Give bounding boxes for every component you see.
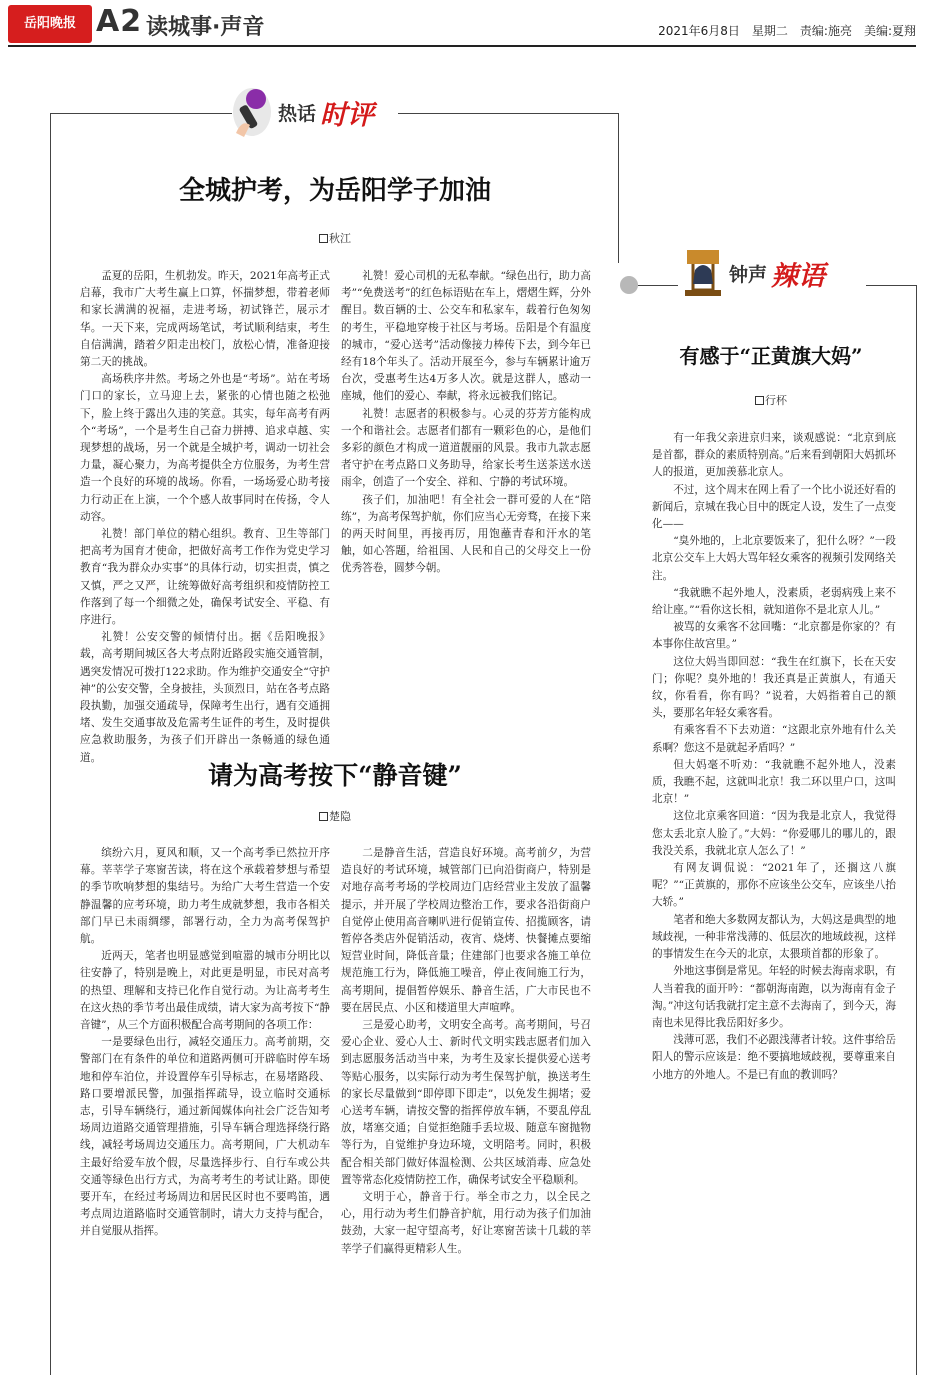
article-2-paragraph: 二是静音生活，营造良好环境。高考前夕，为营造良好的考试环境，城管部门已向沿街商户，特别是对地存高考考场的学校周边门店经营业主发放了温馨提示，并开展了学校周边整治工作，要求各沿街商户自觉停止使用高音喇叭进行促销宣传、招揽顾客，请暂停各类店外促销活动，夜宵、烧烤、快餐摊点要缩短营业时间，降低音量；住建部门也要求各施工单位规范施工行为，降低施工噪音，停止夜间施工行为，高考期间，提倡暂停娱乐、静音生活，广大市民也不要在居民点、小区和楼道里大声喧哗。 <box>341 847 591 1014</box>
badge-word-2: 辣语 <box>771 260 826 292</box>
article-1-column-1 <box>80 268 330 764</box>
article-3-paragraph: 外地这事倒是常见。年轻的时候去海南求职，有人当着我的面开吟：“都朝海南跑，以为海南有金子淘。”冲这句话我就打定主意不去海南了，到今天，海南也未见得比我岳阳好多少。 <box>652 965 896 1029</box>
article-3-paragraph: 有网友调侃说：“2021年了，还搁这八旗呢？”“正黄旗的，那你不应该坐公交车，应该坐八抬大轿。” <box>652 862 896 909</box>
article-3-paragraph: 有一年我父亲进京归来，谈观感说：“北京到底是首都，群众的素质特别高。”后来看到朝阳大妈抓坏人的报道，更加羡慕北京人。 <box>652 432 896 479</box>
article-1-paragraph: 礼赞！部门单位的精心组织。教育、卫生等部门把高考为国育才使命，把做好高考工作作为党史学习教育“我为群众办实事”的具体行动，切实担责，慎之又慎，严之又严，让统筹做好高考组织和疫情防控工作落到了每一个细微之处，确保考试安全、平稳、有序进行。 <box>80 528 330 627</box>
article-1-paragraph: 礼赞！爱心司机的无私奉献。“绿色出行，助力高考”“免费送考”的红色标语贴在车上，熠熠生辉，分外醒目。数百辆的士、公交车和私家车，载着行色匆匆的考生，平稳地穿梭于社区与考场。岳阳是个有温度的城市，“爱心送考”活动像接力棒传下去，到今年已经有18个年头了。活动开展至今，参与车辆累计逾万台次，受惠考生达4万多人次。就是这群人，感动一座城，他们的爱心、奉献，将永远被我们铭记。 <box>341 270 591 403</box>
article-3-author: 行杯 <box>765 394 787 407</box>
article-2-paragraph: 文明于心，静音于行。举全市之力，以全民之心，用行动为考生们静音护航，用行动为孩子们加油鼓劲，大家一起守望高考，好让寒窗苦读十几载的莘莘学子们赢得更精彩人生。 <box>341 1191 591 1255</box>
article-2-author: 楚隐 <box>329 810 351 823</box>
frame-line-left <box>50 113 51 1375</box>
article-1-paragraph: 孟夏的岳阳，生机勃发。昨天，2021年高考正式启幕，我市广大考生赢上口算，怀揣梦想，带着老师和家长满满的祝福，走进考场，初试锋芒，展示才华。一天下来，完成两场笔试，考试顺利结束，考生自信满满，踏着夕阳走出校门，放松心情，准备迎接第二天的挑战。 <box>80 270 330 369</box>
article-3-title: 有感于“正黄旗大妈” <box>679 344 863 368</box>
article-2-paragraph: 一是要绿色出行，减轻交通压力。高考前期，交警部门在有条件的单位和道路两侧可开辟临时停车场地和停车泊位，并设置停车引导标志，在易堵路段、路口要增派民警，加强指挥疏导，设立临时交通标志，引导车辆绕行，通过新闻媒体向社会广泛告知考场周边道路交通管理措施，引导车辆合理选择绕行路线，减轻考场周边交通压力。高考期间，广大机动车主最好给爱车放个假，尽量选择步行、自行车或公共交通等绿色出行方式，为高考考生的考试让路。即使要开车，在经过考场周边和居民区时也不要鸣笛，遇考点周边道路临时交通管制时，请大力支持与配合，并自觉服从指挥。 <box>80 1036 330 1238</box>
microphone-icon <box>232 85 272 139</box>
article-2-column-1 <box>80 845 330 1375</box>
article-3-paragraph: 这位北京乘客回道：“因为我是北京人，我觉得您太丢北京人脸了。”大妈：“你爱哪儿的哪儿的，跟我没关系，我就北京人怎么了！” <box>652 810 896 857</box>
article-3-paragraph: 这位大妈当即回怼：“我生在红旗下，长在天安门；你呢？臭外地的！我还真是正黄旗人，有通天纹，你看看，你有吗？”说着，大妈指着自己的额头，要那名年轻女乘客看。 <box>652 655 896 720</box>
article-2-paragraph: 三是爱心助考，文明安全高考。高考期间，号召爱心企业、爱心人士、新时代文明实践志愿者们加入到志愿服务活动当中来，为考生及家长提供爱心送考等贴心服务，以实际行动为考生保驾护航，换送考生的家长尽量做到“即停即下即走”，以免发生拥堵；爱心送考车辆，请按交警的指挥停放车辆，不要乱停乱放，堵塞交通；自觉拒绝随手丢垃圾、随意车窗抛物等行为，自觉维护身边环境，文明陪考。同时，积极配合相关部门做好体温检测、公共区域消毒、应急处置等常态化疫情防控工作，确保考试安全平稳顺利。 <box>341 1019 591 1186</box>
article-2-title: 请为高考按下“静音键” <box>208 761 462 790</box>
article-1-byline <box>70 230 600 246</box>
badge-word-1: 钟声 <box>729 263 768 286</box>
article-1-author: 秋江 <box>329 232 351 245</box>
article-2-paragraph: 缤纷六月，夏风和顺，又一个高考季已然拉开序幕。莘莘学子寒窗苦读，将在这个承载着梦想与希望的季节吹响梦想的集结号。为给广大考生营造一个安静温馨的应考环境，助力考生成就梦想，我市各相关部门早已未雨绸缪，部署行动，全力为高考保驾护航。 <box>80 847 330 946</box>
article-1-paragraph: 礼赞！志愿者的积极参与。心灵的芬芳方能构成一个和谐社会。志愿者们都有一颗彩色的心，是他们多彩的颜色才构成一道道靓丽的风景。我市九款志愿者守护在考点路口义务助导，给家长考生送茶送水送雨伞，创造了一个安全、祥和、宁静的考试环境。 <box>341 407 591 489</box>
badge-word-2: 时评 <box>320 99 375 131</box>
article-3-column <box>652 430 896 1375</box>
article-3-paragraph: “我就瞧不起外地人，没素质，老弱病残上来不给让座。”“看你这长相，就知道你不是北京人儿。” <box>652 586 896 617</box>
article-3-paragraph: 被骂的女乘客不忿回嘴：“北京都是你家的？有本事你住故宫里。” <box>652 621 896 651</box>
frame-line-right <box>916 285 917 1375</box>
frame-line-top-left <box>50 113 232 114</box>
article-2-byline <box>70 808 600 824</box>
article-3-byline <box>640 392 902 408</box>
article-1-column-2 <box>341 268 591 751</box>
page-number: A2 <box>96 4 143 39</box>
issue-meta: 2021年6月8日 星期二 责编:施亮 美编:夏翔 <box>658 24 916 38</box>
frame-line-right-top-b <box>866 285 916 286</box>
badge-hot-commentary <box>232 85 374 139</box>
article-3-paragraph: 笔者和绝大多数网友都认为，大妈这是典型的地域歧视，一种非常浅薄的、低层次的地域歧视，这样的事情发生在今天的北京，太猥琐首都的形象了。 <box>652 913 896 961</box>
article-2-paragraph: 近两天，笔者也明显感觉到喧嚣的城市分明比以往安静了，特别是晚上，对此更是明显，市民对高考的热望、理解和支持已化作自觉行动。为让高考考生在这火热的季节考出最佳成绩，请大家为高考按下“静音键”，从三个方面积极配合高考期间的各项工作： <box>80 950 330 1032</box>
article-3-paragraph: 但大妈毫不听劝：“我就瞧不起外地人，没素质，我瞧不起，这就叫北京！我二环以里户口，这叫北京！” <box>652 758 896 806</box>
badge-word-1: 热话 <box>278 102 317 125</box>
article-3-paragraph: 有乘客看不下去劝道：“这跟北京外地有什么关系啊？您这不是就起矛盾吗？” <box>652 724 896 754</box>
article-1-paragraph: 礼赞！公安交警的倾情付出。据《岳阳晚报》载，高考期间城区各大考点附近路段实施交通管制，遇突发情况可拨打122求助。作为维护交通安全“守护神”的公安交警，全身披挂，头顶烈日，站在各考点路段执勤，加强交通疏导，保障考生出行，遇有交通拥堵、发生交通事故及危需考生证件的考生，及时提供应急救助服务，为孩子们开辟出一条畅通的绿色通道。 <box>80 631 330 764</box>
frame-line-top-right <box>398 113 618 114</box>
section-title: 读城事·声音 <box>146 15 265 40</box>
badge-bell-sayings <box>683 246 825 300</box>
frame-line-right-top-a <box>638 285 678 286</box>
article-1-title: 全城护考，为岳阳学子加油 <box>178 176 491 206</box>
article-1-paragraph: 孩子们，加油吧！有全社会一群可爱的人在“陪练”，为高考保驾护航，你们应当心无旁骛，在接下来的两天时间里，再接再厉，用饱蘸青春和汗水的笔触，如心答题，给祖国、人民和自己的父母交上一份优秀答卷，圆梦今朝。 <box>341 493 591 575</box>
article-1-paragraph: 高场秩序井然。考场之外也是“考场”。站在考场门口的家长，立马迎上去，紧张的心情也随之松弛下，脸上终于露出久违的笑意。其实，每年高考有两个“考场”，一个是考生自己奋力拼搏、追求卓越、实现梦想的战场，另一个就是全城护考，调动一切社会力量，凝心聚力，为高考提供全方位服务，为考生营造一个良好的环境的战场。你看，一场场爱心助考接力行动正在上演，一个个感人故事同时在传扬，令人动容。 <box>80 373 330 523</box>
bell-tower-icon <box>683 246 723 300</box>
article-2-column-2 <box>341 845 591 1375</box>
frame-line-mid <box>618 113 619 263</box>
article-3-paragraph: “臭外地的，上北京要饭来了，犯什么呀？”一段北京公交车上大妈大骂年轻女乘客的视频引发网络关注。 <box>652 535 896 582</box>
paper-logo: 岳阳晚报 <box>8 5 92 43</box>
article-3-paragraph: 不过，这个周末在网上看了一个比小说还好看的新闻后，京城在我心目中的既定人设，发生了一点变化—— <box>652 483 896 531</box>
article-3-paragraph: 浅薄可恶，我们不必跟浅薄者计较。这件事给岳阳人的警示应该是：绝不要搞地域歧视，要尊重来自小地方的外地人。不是已有血的教训吗？ <box>652 1034 896 1081</box>
header-rule <box>8 45 916 47</box>
decor-circle <box>620 276 638 294</box>
